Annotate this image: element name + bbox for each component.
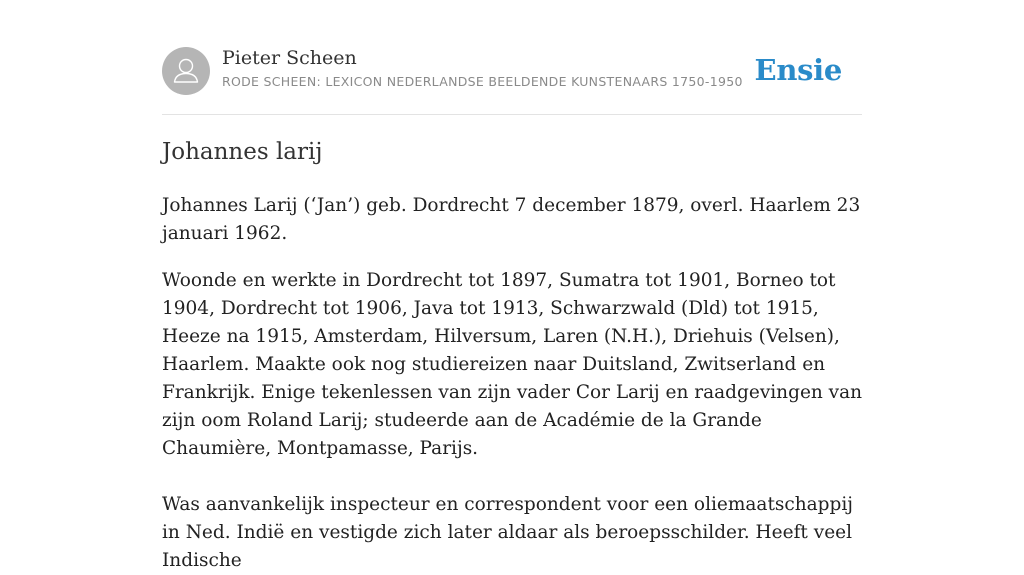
article-paragraph: Johannes Larij (‘Jan’) geb. Dordrecht 7 december 1879, overl. Haarlem 23 januari 1962. [162,195,861,244]
article-paragraph: Woonde en werkte in Dordrecht tot 1897, Sumatra tot 1901, Borneo tot 1904, Dordrecht tot 1906, Java tot 1913, Schwarzwald (Dld) tot 1915, Heeze na 1915, Amsterdam, Hilversum, Laren (N.H.), Driehuis (Velsen), Haarlem. Maakte ook nog studiereizen naar Duitsland, Zwitserland en Frankrijk. Enige tekenlessen van zijn vader Cor Larij en raadgevingen van zijn oom Roland Larij; studeerde aan de Académie de la Grande Chaumière, Montpamasse, Parijs. [162,270,863,459]
author-name[interactable]: Pieter Scheen [222,47,357,69]
article-title: Johannes larij [162,139,323,165]
brand-logo[interactable]: Ensie [754,53,842,87]
user-silhouette-icon [162,47,210,95]
article-paragraph: Was aanvankelijk inspecteur en correspondent voor een oliemaatschappij in Ned. Indië en vestigde zich later aldaar als beroepsschilder. Heeft veel Indische [162,494,854,571]
article-content [162,136,866,575]
source-title[interactable]: RODE SCHEEN: LEXICON NEDERLANDSE BEELDENDE KUNSTENAARS 1750-1950 [222,74,743,89]
author-header [162,46,862,115]
avatar[interactable] [162,47,210,95]
